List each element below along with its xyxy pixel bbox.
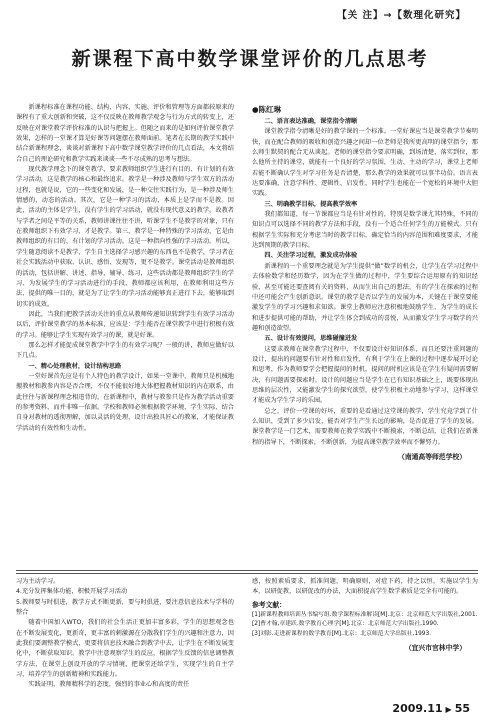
paragraph: 一堂好课首先应是有个人特色的教学设计，如果一堂课中，教师只是机械地搬教材和教参内容是否合理，不仅不能很好地大体把握教材知识的内在联系，由此往往与新课程理念相违背的，在新课程中，教材与教参只是作为教学活动重要的参考资料，而并非唯一依据。学校和教师必须根据教学环境、学生实际、结合自身对教材的透彻理解，加以灵活的处理，设计出独具匠心的教案，才能保证教学活动的有效性和生动性。 bbox=[16, 372, 234, 432]
paragraph: 因此，当我们把教学活动关注的重点从教师传递知识转到学生有效学习活动以后，评价课堂教学的基本标准，应该是：学生能否在课堂教学中进行积极有效的学习。能够让学生实现有效学习的课，就是好课。 bbox=[16, 310, 234, 339]
paragraph: 随着中国加入WTO，我们的社会生活正更加丰富多彩，学生的思想观念也在不断发展变化，更新奇，更丰富的刺激源在分散我们学生的兴趣和注意力，因此我们要调整教学模式，更要将信息技术融合到教学中去，让学生在不断发展变化中，不断获取知识。教学中注意观察学生的反应，根据学生反馈的信息调整教学方法，在课堂上创设开放的学习情境，把课堂还给学生，实现学生的自主学习，培养学生的创新精神和实践能力。 bbox=[16, 619, 234, 679]
section-heading: 二、语言表达准确，课堂指令清晰 bbox=[264, 118, 358, 125]
subheading: 4.充分发挥集体功能，积极开展学习活动 bbox=[16, 588, 128, 596]
subheading: 5.教师要与时俱进，教学方式不断更新，要与时俱进，要注意信息技术与学科的整合 bbox=[16, 598, 234, 617]
section-heading: 四、关注学习过程，激发成功体验 bbox=[264, 252, 358, 260]
paragraph: 感，按照素质要求，抓准问题，明确原则，对症下药，持之以恒，实施以学生为本，以研促教，以研促改的办法，大面积提高学生数学素质是完全有可能的。 bbox=[252, 578, 478, 596]
arrow-icon: ▶ bbox=[445, 705, 452, 714]
divider bbox=[16, 573, 478, 574]
left-column bbox=[16, 103, 234, 568]
column-tag: 【关 注】→【数理化研究】 bbox=[337, 10, 466, 21]
paragraph: 课堂教学指令清晰是好的教学课的一个标准。一堂好课应当是课堂教学节奏明快，而在配合教师的吸收和创造兴趣之间却一位老师是我所更高明的课堂指令，那么师生默契的配合无从谈起。老师的课堂指令要求明确，到场清楚，落实到位，那么他所主持的课堂，就能有一个良好的学习氛围，生动、主动的学习，课堂上老师若能不断确认学生对学习任务是否清楚，那么教学的效果就可以事半功倍。语言表达要准确，注意学科性、逻辑性、启发性，同时学生也能在一个宽松的环境中大胆实践。 bbox=[252, 128, 478, 198]
paragraph: 总之，评价一堂课的好坏，重要的是看通过这堂课的教学，学生究竟学到了什么知识，受到了多少启发，能否对学生产生长远的影响，是否促进了学生的发展。课堂教学是一门艺术，需要教师在教学实践中不断摸索，不断总结，让我们在新课程的指导下，不断探索，不断创新，为提高课堂教学效率而不懈努力。 bbox=[252, 407, 478, 446]
paragraph: 这要求教师在课堂教学过程中，不仅要设计好知识体系，而且还要注重问题的设计，提出的问题要有针对性和启发性，有利于学生在上课的过程中逐步展开讨论和思考，作为教师要学会把握提问的时机，提问的时机应该是在学生有疑问需要解决，有问题需要探索时。设计的问题应当是学生在已有知识基础之上，既要体现出思维的层次性，又能激发学生的探究欲望，使学生积极主动地参与学习，这样课堂才能成为学生学习的乐园。 bbox=[252, 345, 478, 405]
reference-item: [2]曹才翰,章建跃.数学教育心理学[M].北京：北京师范大学出版社,1990. bbox=[252, 621, 439, 628]
page-footer bbox=[392, 702, 470, 715]
section-heading: 五、设计有效提问，思维碰撞迸发 bbox=[264, 335, 358, 343]
divider bbox=[16, 570, 478, 571]
reference-item: [3]刘影.走进新课程的数学教育[M].北京：北京师范大学出版社,1993. bbox=[252, 630, 431, 637]
paragraph: 新课程的一个重要理念就是为学生提供“做”数学的机会，让学生在学习过程中去体验数学和经历数学，因为在学生做的过程中，学生要综合运用原有的知识经验，甚至可能还要查阅有关的资料，从而生出自己的想法，有的学生在探索的过程中还可能会产生创新意识。课堂的教学是否以学生的发展为本，关键在于课堂要能激发学生的学习兴趣和求知欲。课堂上教师应注意积极地鼓励学生，为学生的成长和进步提供可能的帮助，并让学生体会到成功的喜悦，从而激发学生学习数学的兴趣和创造欲望。 bbox=[252, 262, 478, 332]
bottom-right-column bbox=[252, 577, 478, 697]
affiliation: （南通高等师范学校） bbox=[398, 453, 466, 461]
author: ●陈红琳 bbox=[252, 105, 282, 114]
paragraph: 实践证明，教师精科学的态度，强烈的事业心和高度的责任 bbox=[28, 681, 190, 689]
paragraph: 那么怎样才能促成课堂教学中学生的有效学习呢？一般的讲，教师应做好以下几点。 bbox=[16, 341, 234, 360]
section-heading: 一、精心处理教材，设计结构思路 bbox=[28, 362, 122, 370]
paragraph: 新课程标准在课程功能、结构、内容、实施、评价和管理等方面都较原来的课程有了重大创新和突破，这不仅反映在教师教学观念与行为方式的转变上，还反映在对课堂教学评价标准的认识与把握上。但随之而来的是如何评价课堂教学效果，怎样的一堂课才算是好课等问题摆在教师面前。笔者在长期的教学实践中结合新课程理念，谈谈对新课程下高中数学课堂教学评价的几点看法，本文将结合自己的理论研究和教学实践来谈谈一些不尽成熟的思考与想法。 bbox=[16, 104, 234, 163]
section-heading: 三、明确教学目标，提高教学效率 bbox=[264, 200, 358, 208]
paragraph: 现代教学理念下的课堂教学，要求教师组织学生进行有目的、有计划的有效学习活动，这是教学的核心和最终追求。教学是一种涉及教师与学生双方的活动过程，也就是说，它的一些变化和发展，是一种交往实践行为，是一种涉及师生情感的、动态的活动。其次，它是一种学习的活动，本质上是学而不是教。因此，活动的主体是学生，没有学生的学习活动，就没有现代意义的教学。故教者与学者之间是平等的关系，教师讲课往往不讲，听课学生不是教学的对象，只有在教师组织下有效学习，才是教学。第三，教学是一种特殊的学习活动，它是由教师组织的有目的、有计划的学习活动。这是一种指向性强的学习活动。所以，学生随意阅读不是教学，学生自主选择学习感兴趣的东西也不是教学，学习者在社会实践活动中获取、认识、感悟、发现等，更不是教学。课堂活动是教师组织的活动，包括讲解、讲述、指导、辅导、练习，这些活动都是教师组织学生的学习、为发展学生的学习活动进行的手段，教师都应该利用，在教师利用这些方法、提供的唯一目的，就是为了让学生的学习活动能够真正进行下去，能够取到切实的成效。 bbox=[16, 166, 234, 308]
references-title: 参考文献： bbox=[252, 600, 286, 609]
paragraph: 习为主动学习。 bbox=[16, 578, 60, 585]
article-title: 新课程下高中数学课堂评价的几点思考 bbox=[71, 48, 429, 70]
reference-item: [1]新课程教师培训丛书编写组.数学课程标准解读[M].北京：北京师范大学出版社,2001. bbox=[252, 611, 478, 618]
page-number: 55 bbox=[454, 702, 470, 715]
bottom-left-column bbox=[16, 577, 234, 697]
affiliation: （宜兴市官林中学） bbox=[404, 644, 466, 653]
paragraph: 我们都知道，每一节课都应当是有针对性的，特别是数学课尤其特殊，不同的知识点可以选择不同的教学方法和手段，没有一个适合任何学生的万能模式。只有根据学生实际和充分考虑当时的教学目标，确定恰当的内容范围和难度要求，才能达到预期的教学目标。 bbox=[252, 211, 478, 250]
right-column bbox=[252, 103, 478, 568]
issue-date: 2009.11 bbox=[392, 702, 443, 715]
